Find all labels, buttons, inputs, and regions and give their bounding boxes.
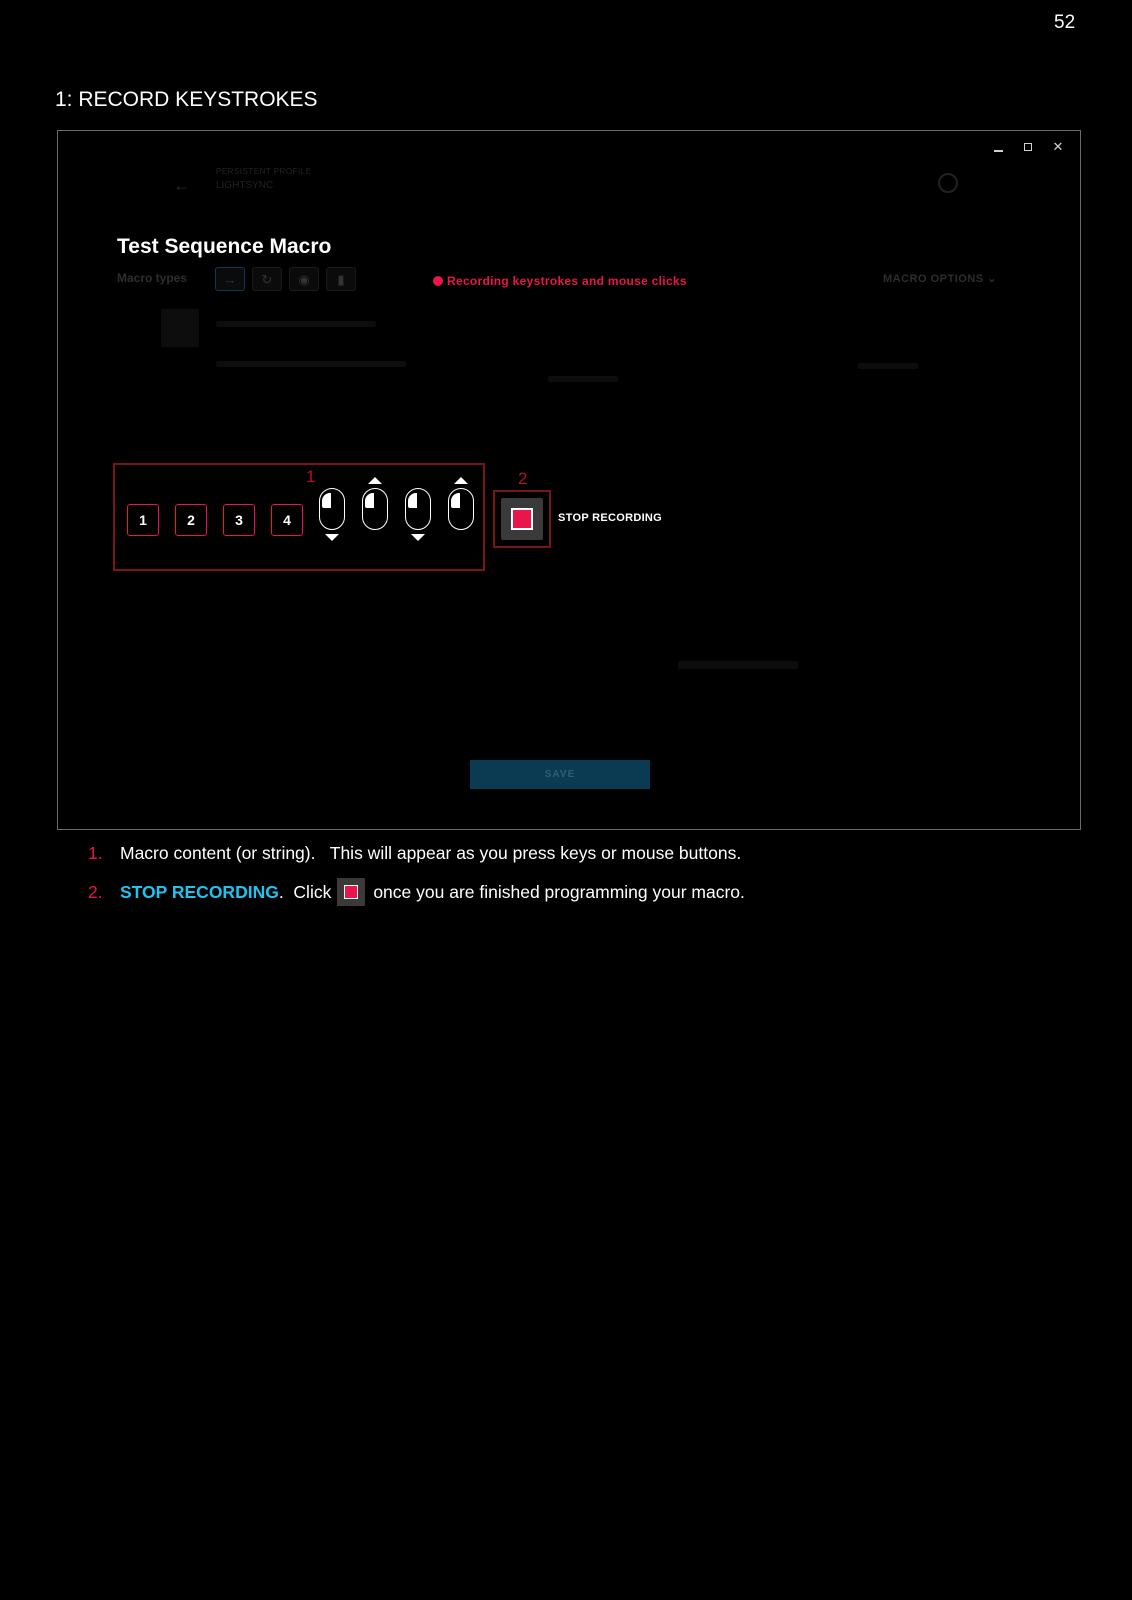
hold-icon[interactable]: ▮ [326,267,356,291]
background-placeholder [216,321,376,327]
notes-list [88,843,745,920]
mouse-event-up [448,477,474,530]
note-text: Macro content (or string). This will appear as you press keys or mouse buttons. [120,843,742,863]
close-button[interactable]: ✕ [1052,139,1064,154]
gear-icon[interactable] [938,173,958,193]
note-item [88,843,745,864]
arrow-right-icon[interactable]: → [215,267,245,291]
profile-selector[interactable] [216,167,312,191]
profile-name: LIGHTSYNC [216,180,274,191]
background-placeholder [678,661,798,669]
note-number: 2. [88,881,103,902]
stop-icon [511,508,533,530]
recording-status-text: Recording keystrokes and mouse clicks [447,274,687,288]
key-chip: 3 [223,504,255,536]
background-placeholder [548,376,618,382]
mouse-left-click-icon [362,488,388,530]
macro-options-dropdown[interactable] [883,272,997,285]
mouse-event-up [362,477,388,530]
callout-1: 1 [306,467,316,486]
macro-keys [127,504,303,536]
app-screenshot [57,130,1081,830]
back-arrow-icon[interactable]: ← [173,175,191,195]
note-text: . Click [278,881,332,902]
arrow-up-icon [368,477,382,484]
save-button[interactable]: SAVE [470,760,650,789]
arrow-down-icon [325,534,339,541]
stop-recording-button[interactable] [501,498,543,540]
mouse-left-click-icon [448,488,474,530]
background-placeholder [858,363,918,369]
arrow-up-icon [454,477,468,484]
macro-types-label: Macro types [117,271,188,285]
maximize-button[interactable] [1020,139,1036,155]
recording-dot-icon [433,276,443,286]
mouse-event-down [405,477,431,541]
window-controls [990,139,1066,155]
stop-icon [337,878,365,906]
note-number: 1. [88,843,103,863]
note-item [88,878,745,906]
macro-title: Test Sequence Macro [117,235,332,258]
page-number: 52 [1054,12,1076,33]
key-chip: 2 [175,504,207,536]
callout-2: 2 [518,469,528,488]
minimize-button[interactable] [990,139,1006,155]
stop-recording-label: STOP RECORDING [558,512,663,524]
key-chip: 1 [127,504,159,536]
mouse-left-click-icon [319,488,345,530]
chevron-down-icon: ⌄ [987,273,997,285]
profile-label: PERSISTENT PROFILE [216,167,312,176]
minimize-icon [994,150,1003,152]
mouse-left-click-icon [405,488,431,530]
macro-type-buttons [215,267,356,291]
arrow-down-icon [411,534,425,541]
repeat-icon[interactable]: ↻ [252,267,282,291]
recording-status [433,274,687,288]
section-title: 1: RECORD KEYSTROKES [55,88,318,111]
macro-options-label: MACRO OPTIONS [883,273,984,285]
toggle-icon[interactable]: ◉ [289,267,319,291]
key-chip: 4 [271,504,303,536]
mouse-event-down [319,477,345,541]
note-highlight: STOP RECORDING [120,881,279,902]
maximize-icon [1024,143,1032,151]
background-placeholder [216,361,406,367]
background-placeholder [161,309,199,347]
note-text: once you are finished programming your macro. [373,881,745,902]
